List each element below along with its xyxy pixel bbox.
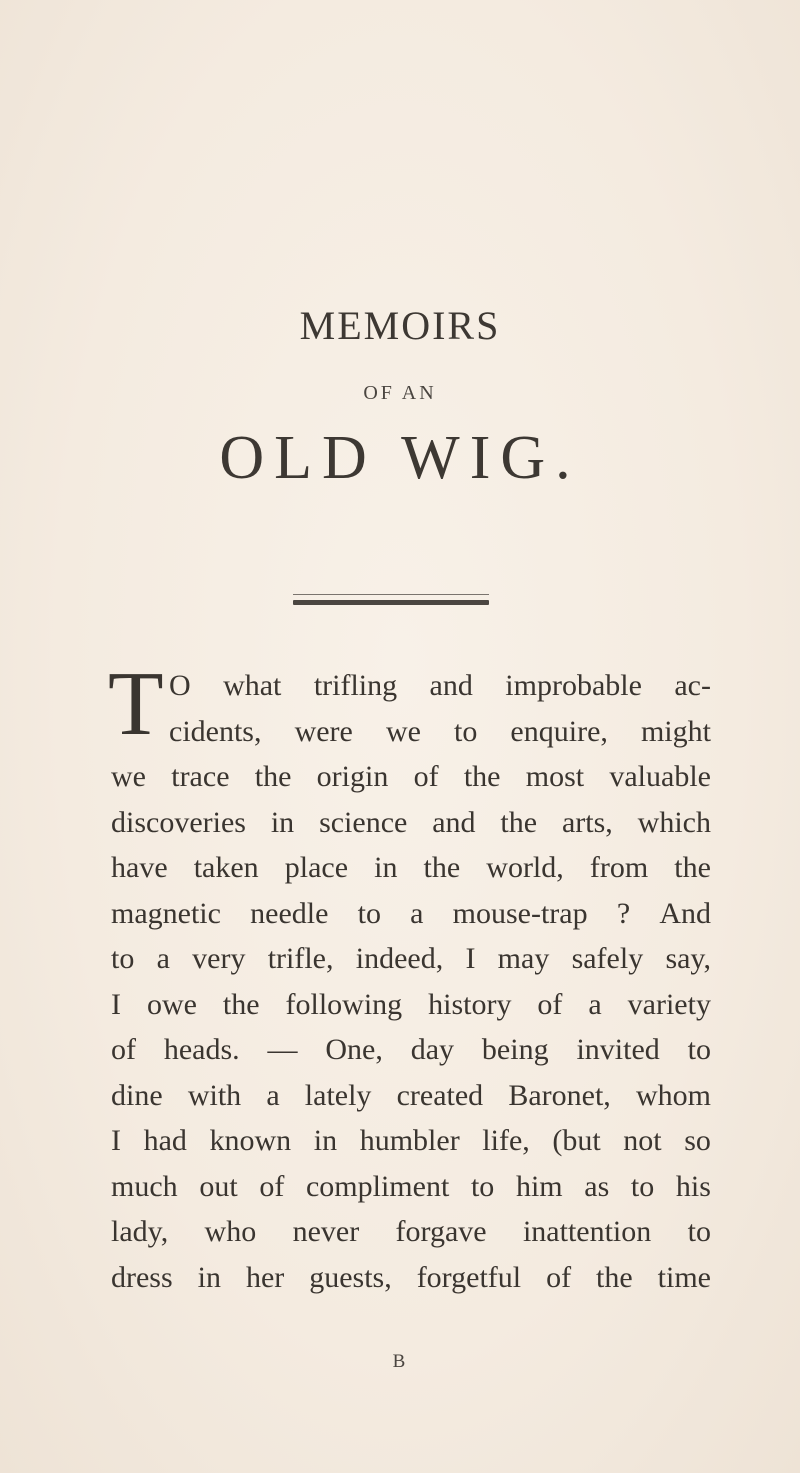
text-line: magnetic needle to a mouse-trap ? And — [111, 896, 711, 930]
body-text — [108, 653, 711, 1300]
text-line: I had known in humbler life, (but not so — [111, 1124, 711, 1157]
main-title: OLD WIG. — [219, 424, 581, 492]
text-line: have taken place in the world, from the — [111, 851, 711, 884]
text-line: discoveries in science and the arts, which — [111, 805, 711, 839]
text-line: cidents, were we to enquire, might — [169, 714, 711, 748]
text-line: I owe the following history of a variety — [111, 987, 711, 1021]
text-line: dress in her guests, forgetful of the time — [111, 1260, 711, 1294]
drop-cap: T — [108, 653, 164, 754]
text-line: O what trifling and improbable ac- — [169, 669, 711, 702]
text-line: lady, who never forgave inattention to — [111, 1215, 711, 1248]
text-line: to a very trifle, indeed, I may safely say, — [111, 942, 711, 975]
divider-thin — [293, 594, 489, 595]
divider-rule — [293, 600, 489, 605]
page-title: MEMOIRS — [299, 303, 501, 348]
signature-mark: B — [392, 1351, 408, 1372]
text-line: of heads. — One, day being invited to — [111, 1033, 711, 1066]
text-line: we trace the origin of the most valuable — [111, 760, 711, 793]
text-line: much out of compliment to him as to his — [111, 1169, 711, 1203]
text-line: dine with a lately created Baronet, whom — [111, 1078, 711, 1112]
title-connector: OF AN — [363, 382, 437, 404]
